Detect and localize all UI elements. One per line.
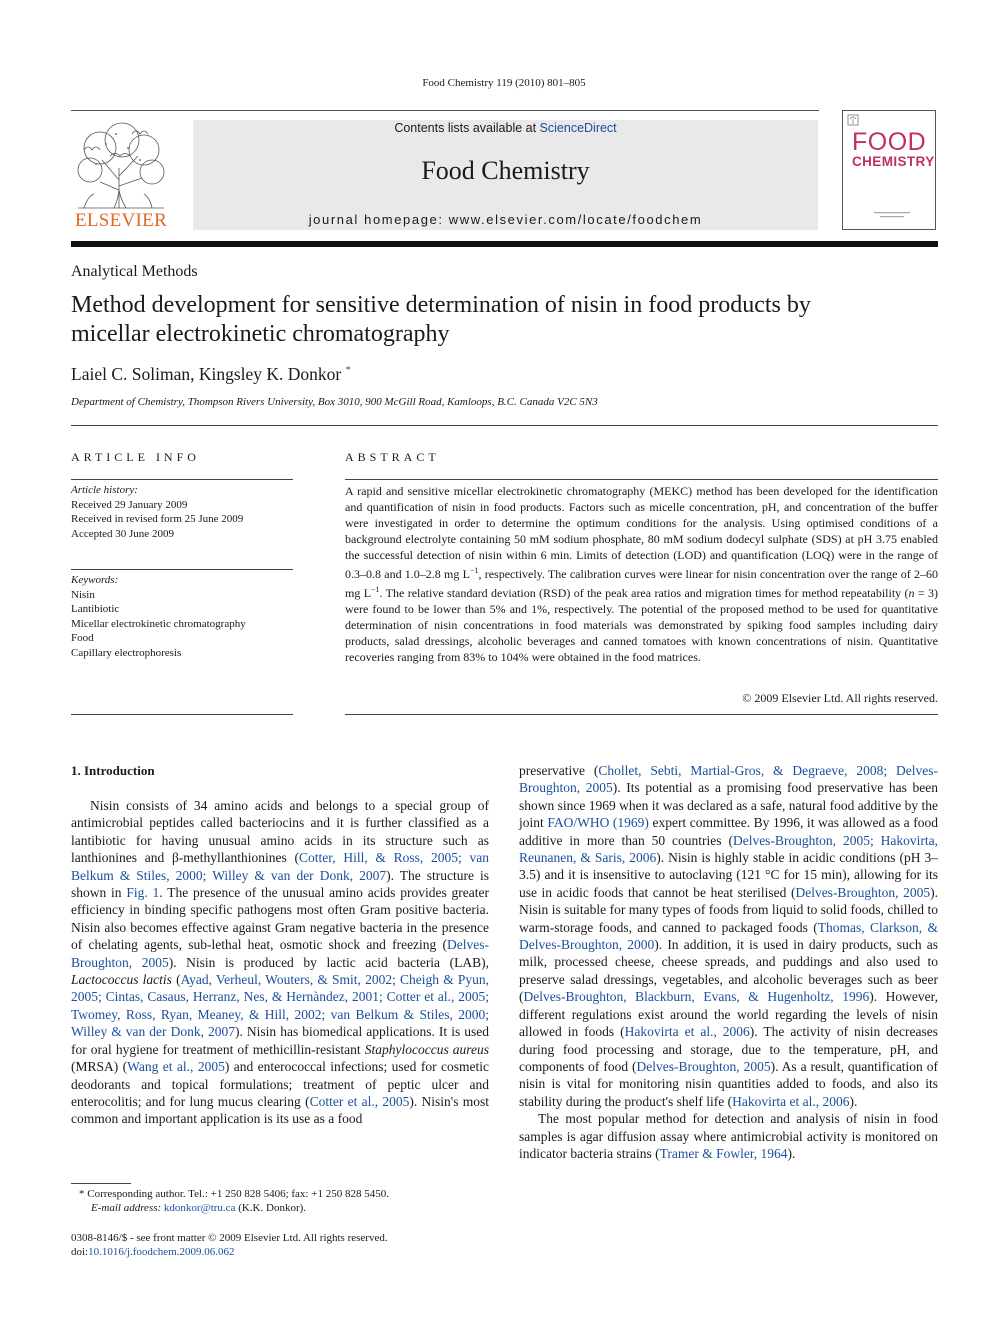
text-run: ). Its potential as a promising food preservative has been shown since 1969 when it was declared as a safe, natural food additive by the joint bbox=[519, 780, 938, 831]
corresponding-footnote bbox=[71, 1187, 389, 1215]
figure-link[interactable]: Fig. 1 bbox=[126, 885, 160, 901]
body-column-left bbox=[71, 797, 489, 1128]
keyword: Nisin bbox=[71, 588, 95, 601]
front-matter-info bbox=[71, 1231, 388, 1259]
title-line-2: micellar electrokinetic chromatography bbox=[71, 321, 450, 347]
text-run: ) and enterococcal infections; used for cosmetic deodorants and topical formulations; treatment of peptic ulcer and enterocolitis; and for lung mucus clearing ( bbox=[71, 1059, 489, 1109]
text-run: ). Nisin has biomedical applications. It is used for oral hygiene for treatment of methicillin-resistant bbox=[71, 1024, 490, 1057]
species-name: Lactococcus lactis bbox=[71, 972, 172, 988]
text-run: The most popular method for detection and analysis of nisin in food samples is agar diffusion assay where antimicrobial activity is monitored on indicator bacteria strains ( bbox=[519, 1111, 938, 1161]
reference-link[interactable]: Thomas, Clarkson, & Delves-Broughton, 2000 bbox=[519, 919, 938, 953]
sciencedirect-link[interactable]: ScienceDirect bbox=[539, 121, 617, 135]
footnote-rule bbox=[71, 1183, 131, 1184]
reference-link[interactable]: Cotter, Hill, & Ross, 2005; van Belkum & Stiles, 2000; Willey & van der Donk, 2007 bbox=[71, 850, 489, 883]
text-run: ). Nisin is highly stable in acidic conditions (pH 3–3.5) and it is insensitive to autoclaving (121 °C for 15 min), allowing for its use in acidic foods that cannot be heat sterilised ( bbox=[519, 850, 939, 900]
text-run: Nisin consists of 34 amino acids and belongs to a special group of antimicrobial peptides called bacteriocins and it is further classified as a lantibiotic for having unusual amino acids in its structure such as lanthionines and β-methyllanthionines ( bbox=[71, 798, 489, 866]
cover-fine-print-icon bbox=[872, 210, 912, 222]
reference-link[interactable]: Delves-Broughton, 2005 bbox=[636, 1058, 771, 1074]
abstract-part: . The relative standard deviation (RSD) of the peak area ratios and migration times for method repeatability ( bbox=[379, 586, 909, 600]
accepted-date: Accepted 30 June 2009 bbox=[71, 527, 174, 540]
text-run: ). bbox=[787, 1145, 796, 1161]
abstract-bottom-rule bbox=[345, 714, 938, 715]
issn-line: 0308-8146/$ - see front matter © 2009 Elsevier Ltd. All rights reserved. bbox=[71, 1232, 388, 1244]
title-line-1: Method development for sensitive determination of nisin in food products by bbox=[71, 292, 811, 318]
abstract-rule bbox=[345, 479, 938, 480]
text-run: ). The activity of nisin decreases during food processing and storage, due to the temperature, pH, and components of food ( bbox=[519, 1024, 938, 1074]
reference-link[interactable]: Delves-Broughton, 2005 bbox=[71, 937, 489, 970]
text-run: expert committee. By 1996, it was allowed as a food additive in more than 50 countries ( bbox=[519, 815, 938, 848]
text-run: ). bbox=[849, 1093, 858, 1109]
keyword: Food bbox=[71, 632, 94, 644]
affiliation: Department of Chemistry, Thompson Rivers University, Box 3010, 900 McGill Road, Kamloops, B.C. Canada V2C 5N3 bbox=[71, 396, 598, 408]
abstract-copyright: © 2009 Elsevier Ltd. All rights reserved. bbox=[742, 691, 938, 705]
author-1: Laiel C. Soliman bbox=[71, 364, 191, 384]
reference-link[interactable]: Chollet, Sebti, Martial-Gros, & Degraeve, 2008; Delves-Broughton, 2005 bbox=[519, 763, 938, 796]
author-list bbox=[71, 364, 351, 385]
reference-link[interactable]: Delves-Broughton, Blackburn, Evans, & Hugenholtz, 1996 bbox=[523, 989, 870, 1005]
keyword: Micellar electrokinetic chromatography bbox=[71, 617, 246, 630]
intro-paragraph-2 bbox=[519, 1110, 938, 1162]
contents-prefix: Contents lists available at bbox=[394, 121, 540, 135]
history-label: Article history: bbox=[71, 484, 138, 496]
body-column-right bbox=[519, 762, 938, 1162]
reference-link[interactable]: Ayad, Verheul, Wouters, & Smit, 2002; Cheigh & Pyun, 2005; Cintas, Casaus, Herranz, Nes, & Hernàndez, 2001; Cotter et al., 2005; Twomey, Ross, Ryan, Meaney, & Hill, 2002; van Belkum & Stiles, 2000; Willey & van der Donk, 2007 bbox=[71, 972, 489, 1040]
author-separator: , bbox=[190, 364, 199, 384]
reference-link[interactable]: FAO/WHO (1969) bbox=[547, 815, 649, 831]
keywords-label: Keywords: bbox=[71, 574, 119, 586]
footnote-mark: * bbox=[79, 1188, 85, 1200]
article-info-heading: ARTICLE INFO bbox=[71, 450, 200, 464]
article-title bbox=[71, 291, 951, 349]
journal-homepage bbox=[193, 212, 818, 227]
article-info-rule bbox=[71, 479, 293, 480]
doi-line bbox=[71, 1245, 388, 1259]
article-info-bottom-rule bbox=[71, 714, 293, 715]
author-2: Kingsley K. Donkor bbox=[198, 364, 342, 384]
received-date: Received 29 January 2009 bbox=[71, 498, 188, 511]
text-run: ). Nisin is suitable for many types of foods from liquid to solid foods, chilled to warm-storage foods, and canned to packaged foods ( bbox=[519, 884, 938, 935]
text-run: . The presence of the unusual amino acids provides greater efficiency in binding specific pathogens most often Gram positive bacteria. Nisin also becomes effective against Gram negative bacteria in the presence of chelating agents, sub-lethal heat, osmotic shock and freezing ( bbox=[71, 885, 489, 953]
reference-link[interactable]: Hakovirta et al., 2006 bbox=[624, 1024, 750, 1040]
keywords bbox=[71, 573, 246, 660]
unit-exponent: −1 bbox=[469, 566, 479, 575]
reference-link[interactable]: Delves-Broughton, 2005 bbox=[795, 884, 931, 900]
text-run: ). However, different regulations exist around the world regarding the levels of nisin allowed in foods ( bbox=[519, 989, 938, 1040]
abstract-part: A rapid and sensitive micellar electrokinetic chromatography (MEKC) method has been developed for the identification and quantification of nisin in food products. Factors such as micelle concentration, pH, and concentration of the buffer were investigated in order to determine the optimum conditions for the analysis. Using optimised conditions of a background electrolyte containing 50 mM sodium phosphate, 80 mM sodium dodecyl sulphate (SDS) at pH 3.75 enabled the successful detection of nisin within 6 min. Limits of detection (LOD) and quantification (LOQ) were in the range of 0.3–0.8 and 1.0–2.8 mg L bbox=[345, 484, 938, 581]
email-label: E-mail address: bbox=[91, 1202, 164, 1214]
revised-date: Received in revised form 25 June 2009 bbox=[71, 513, 244, 525]
intro-paragraph-1-continued bbox=[519, 762, 938, 1110]
header-rule bbox=[71, 110, 819, 111]
abstract-part: = 3) were found to be lower than 5% and 1%, respectively. The potential of the proposed method to be used for quantitative determination of nisin concentrations in food materials was demonstrated by spiking food samples including dairy products, salad dressings, alcoholic beverages and canned tomatoes with known concentrations of nisin. Quantitative recoveries ranging from 83% to 104% were obtained in the food matrices. bbox=[345, 586, 939, 664]
homepage-link[interactable]: www.elsevier.com/locate/foodchem bbox=[448, 212, 703, 227]
reference-link[interactable]: Tramer & Fowler, 1964 bbox=[659, 1145, 788, 1161]
corresponding-mark[interactable]: * bbox=[345, 365, 351, 377]
contents-line bbox=[193, 121, 818, 135]
text-run: ). Nisin is produced by lactic acid bacteria (LAB), bbox=[168, 954, 489, 970]
intro-paragraph-1 bbox=[71, 797, 489, 1128]
section-type: Analytical Methods bbox=[71, 263, 198, 280]
n-variable: n bbox=[908, 586, 915, 600]
text-run: ). Nisin's most common and important application is its use as a food bbox=[71, 1093, 490, 1127]
keyword: Lantibiotic bbox=[71, 603, 120, 615]
doi-link[interactable]: 10.1016/j.foodchem.2009.06.062 bbox=[88, 1246, 235, 1258]
text-run: ( bbox=[171, 972, 181, 988]
journal-citation: Food Chemistry 119 (2010) 801–805 bbox=[422, 77, 586, 89]
footnote-line-1 bbox=[71, 1187, 389, 1201]
homepage-prefix: journal homepage: bbox=[308, 212, 449, 227]
title-rule bbox=[71, 425, 938, 426]
elsevier-wordmark: ELSEVIER bbox=[74, 210, 168, 231]
cover-title-chemistry: CHEMISTRY bbox=[852, 154, 935, 169]
email-suffix: (K.K. Donkor). bbox=[235, 1202, 307, 1214]
cover-title-food: FOOD bbox=[852, 128, 927, 156]
species-name: Staphylococcus aureus bbox=[364, 1041, 489, 1057]
text-run: ). The structure is shown in bbox=[71, 867, 489, 901]
unit-exponent: −1 bbox=[371, 585, 380, 594]
abstract-part: , respectively. The calibration curves were linear for nisin concentration over the range of 2–60 mg L bbox=[345, 567, 938, 600]
header-thick-rule bbox=[71, 241, 938, 247]
article-history bbox=[71, 483, 243, 541]
text-run: ). In addition, it is used in dairy products, such as milk, processed cheese, cheese spreads, and puddings and also used to preserve salad dressings, vegetables, and alcoholic beverages such as beer ( bbox=[519, 937, 938, 1005]
text-run: (MRSA) ( bbox=[71, 1059, 128, 1075]
reference-link[interactable]: Cotter et al., 2005 bbox=[309, 1093, 410, 1109]
text-run: preservative ( bbox=[519, 763, 599, 778]
abstract-text bbox=[345, 483, 938, 665]
journal-title: Food Chemistry bbox=[421, 156, 590, 185]
text-run: ). As a result, quantification of nisin is vital for monitoring nisin quantities added to foods, and also its stability during the product's shelf life ( bbox=[519, 1058, 938, 1109]
reference-link[interactable]: Wang et al., 2005 bbox=[127, 1059, 225, 1075]
abstract-heading: ABSTRACT bbox=[345, 450, 440, 464]
introduction-heading: 1. Introduction bbox=[71, 763, 155, 778]
reference-link[interactable]: Hakovirta et al., 2006 bbox=[732, 1093, 850, 1109]
footnote-line-2 bbox=[71, 1201, 389, 1215]
reference-link[interactable]: Delves-Broughton, 2005; Hakovirta, Reunanen, & Saris, 2006 bbox=[519, 832, 938, 866]
footnote-contact: Corresponding author. Tel.: +1 250 828 5406; fax: +1 250 828 5450. bbox=[84, 1188, 389, 1200]
keyword: Capillary electrophoresis bbox=[71, 646, 182, 659]
elsevier-mini-logo-icon bbox=[847, 114, 859, 126]
email-link[interactable]: kdonkor@tru.ca bbox=[163, 1202, 236, 1214]
doi-prefix: doi: bbox=[71, 1246, 89, 1258]
keywords-rule bbox=[71, 569, 293, 570]
